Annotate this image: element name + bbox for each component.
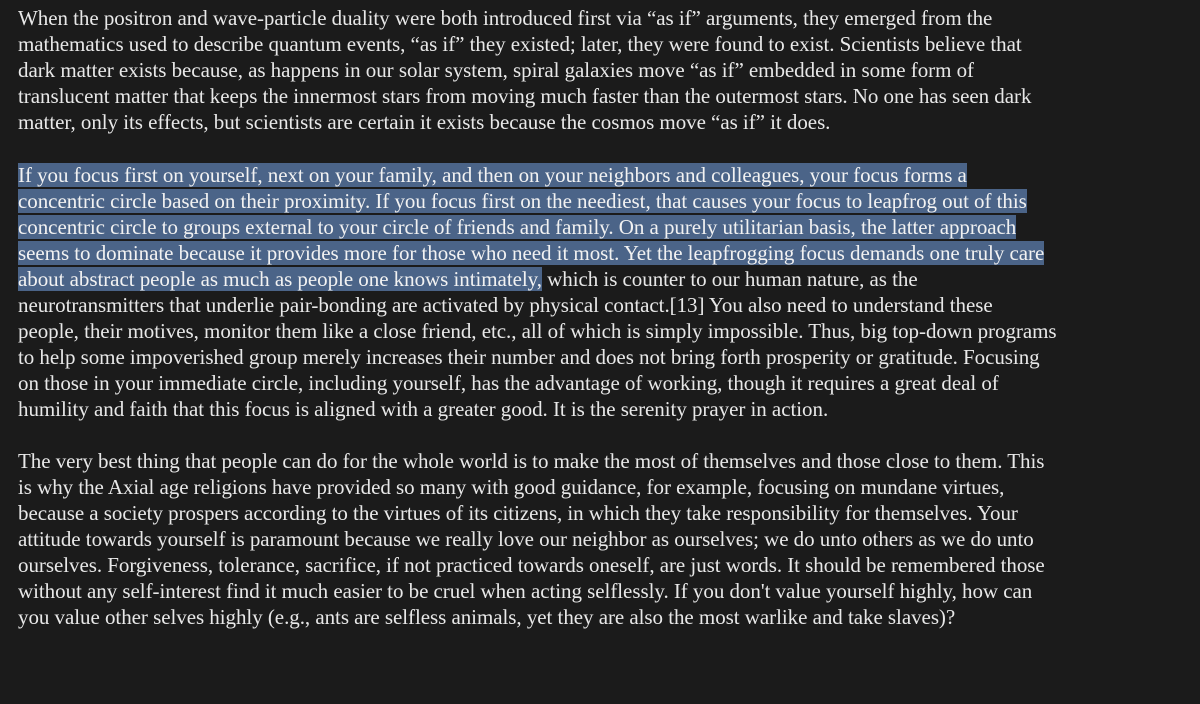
text-line: without any self-interest find it much easier to be cruel when acting selflessly. If you don't value yourself highly, how can <box>18 579 1033 603</box>
text-line: people, their motives, monitor them like a close friend, etc., all of which is simply impossible. Thus, big top-down programs <box>18 319 1057 343</box>
text-line: humility and faith that this focus is aligned with a greater good. It is the serenity prayer in action. <box>18 397 829 421</box>
text-line <box>18 266 918 292</box>
highlighted-line[interactable] <box>18 240 1044 266</box>
highlighted-line[interactable] <box>18 162 967 188</box>
text-line: on those in your immediate circle, including yourself, has the advantage of working, though it requires a great deal of <box>18 371 999 395</box>
selection-highlight: concentric circle based on their proximity. If you focus first on the neediest, that causes your focus to leapfrog out of this <box>18 189 1027 213</box>
highlighted-line[interactable] <box>18 188 1027 214</box>
text-line: ourselves. Forgiveness, tolerance, sacrifice, if not practiced towards oneself, are just words. It should be remembered those <box>18 553 1045 577</box>
text-line: matter, only its effects, but scientists are certain it exists because the cosmos move “as if” it does. <box>18 110 831 134</box>
text-line-rest: which is counter to our human nature, as the <box>541 267 918 291</box>
text-line: is why the Axial age religions have provided so many with good guidance, for example, focusing on mundane virtues, <box>18 475 1005 499</box>
highlighted-line[interactable] <box>18 214 1016 240</box>
text-line: mathematics used to describe quantum events, “as if” they existed; later, they were found to exist. Scientists believe that <box>18 32 1022 56</box>
text-line: because a society prospers according to the virtues of its citizens, in which they take responsibility for themselves. Your <box>18 501 1018 525</box>
text-line: you value other selves highly (e.g., ants are selfless animals, yet they are also the most warlike and take slaves)? <box>18 605 956 629</box>
selection-highlight: concentric circle to groups external to your circle of friends and family. On a purely utilitarian basis, the latter approach <box>18 215 1017 239</box>
selection-highlight: seems to dominate because it provides more for those who need it most. Yet the leapfrogging focus demands one truly care <box>18 241 1045 265</box>
text-line: translucent matter that keeps the innermost stars from moving much faster than the outermost stars. No one has seen dark <box>18 84 1032 108</box>
text-line: to help some impoverished group merely increases their number and does not bring forth prosperity or gratitude. Focusing <box>18 345 1040 369</box>
text-line: attitude towards yourself is paramount because we really love our neighbor as ourselves; we do unto others as we do unto <box>18 527 1034 551</box>
selection-highlight[interactable]: about abstract people as much as people one knows intimately, <box>18 267 542 291</box>
text-line: neurotransmitters that underlie pair-bonding are activated by physical contact.[13] You also need to understand these <box>18 293 993 317</box>
selection-highlight: If you focus first on yourself, next on your family, and then on your neighbors and colleagues, your focus forms a <box>18 163 967 187</box>
text-line: dark matter exists because, as happens in our solar system, spiral galaxies move “as if” embedded in some form of <box>18 58 974 82</box>
text-line: When the positron and wave-particle duality were both introduced first via “as if” arguments, they emerged from the <box>18 6 993 30</box>
text-line: The very best thing that people can do for the whole world is to make the most of themselves and those close to them. This <box>18 449 1045 473</box>
